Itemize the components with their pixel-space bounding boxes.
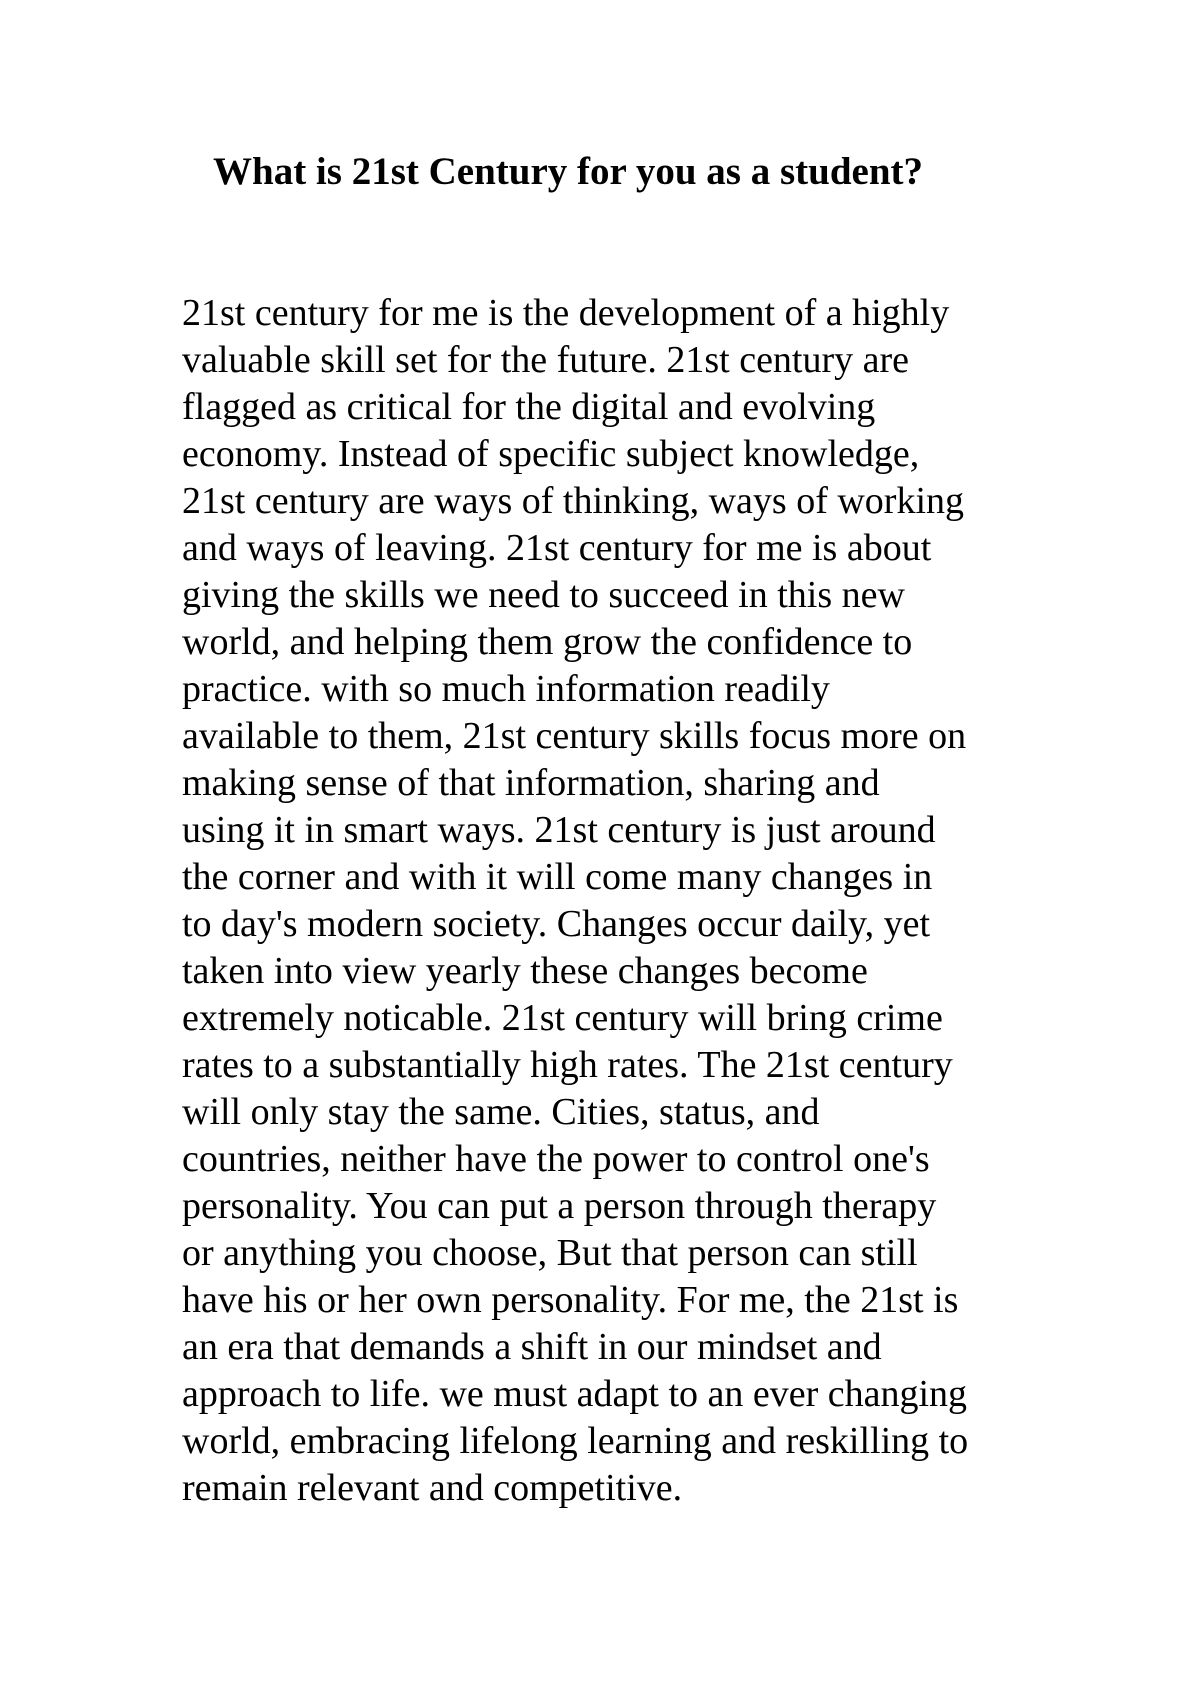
text-line: personality. You can put a person through therapy	[182, 1185, 937, 1227]
text-line: using it in smart ways. 21st century is just around	[182, 809, 936, 851]
text-line: 21st century are ways of thinking, ways of working	[182, 480, 965, 522]
text-line: giving the skills we need to succeed in this new	[182, 574, 905, 616]
text-line: world, embracing lifelong learning and reskilling to	[182, 1420, 969, 1462]
text-line: 21st century for me is the development of a highly	[182, 292, 950, 334]
text-line: have his or her own personality. For me, the 21st is	[182, 1279, 959, 1321]
text-line: the corner and with it will come many changes in	[182, 856, 933, 898]
text-line: to day's modern society. Changes occur daily, yet	[182, 903, 930, 945]
text-line: making sense of that information, sharing and	[182, 762, 880, 804]
text-line: countries, neither have the power to control one's	[182, 1138, 930, 1180]
text-line: flagged as critical for the digital and evolving	[182, 386, 876, 428]
text-line: valuable skill set for the future. 21st century are	[182, 339, 910, 381]
text-line: remain relevant and competitive.	[182, 1467, 683, 1509]
text-line: an era that demands a shift in our mindset and	[182, 1326, 882, 1368]
document-title: What is 21st Century for you as a student?	[213, 150, 923, 193]
essay-body	[182, 290, 968, 1512]
text-line: approach to life. we must adapt to an ever changing	[182, 1373, 968, 1415]
text-line: or anything you choose, But that person can still	[182, 1232, 918, 1274]
text-line: available to them, 21st century skills focus more on	[182, 715, 967, 757]
text-line: will only stay the same. Cities, status, and	[182, 1091, 820, 1133]
text-line: practice. with so much information readily	[182, 668, 830, 710]
text-line: rates to a substantially high rates. The 21st century	[182, 1044, 953, 1086]
text-line: economy. Instead of specific subject knowledge,	[182, 433, 920, 475]
text-line: extremely noticable. 21st century will bring crime	[182, 997, 943, 1039]
text-line: and ways of leaving. 21st century for me is about	[182, 527, 932, 569]
text-line: taken into view yearly these changes become	[182, 950, 868, 992]
text-line: world, and helping them grow the confidence to	[182, 621, 913, 663]
